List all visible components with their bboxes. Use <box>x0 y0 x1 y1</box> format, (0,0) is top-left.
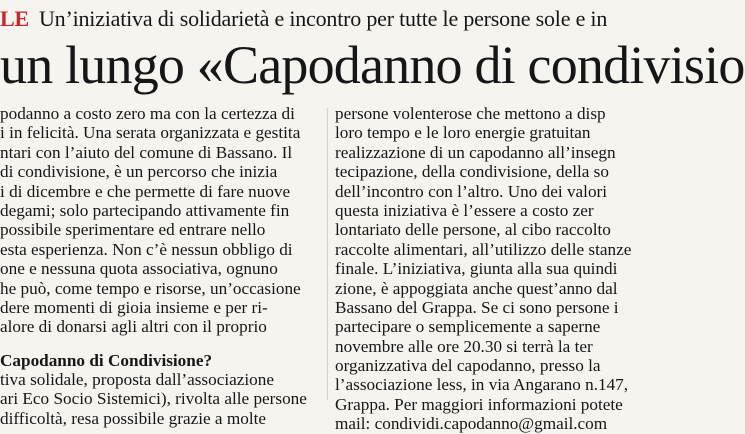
text-line: novembre alle ore 20.30 si terrà la ter <box>335 336 593 356</box>
column-divider <box>327 108 328 400</box>
text-line: lontariato delle persone, al cibo raccolto <box>335 220 611 240</box>
text-line: tiva solidale, proposta dall’associazione <box>0 370 274 390</box>
text-line: ntari con l’aiuto del comune di Bassano. Il <box>0 142 293 162</box>
text-line: raccolte alimentari, all’utilizzo delle stanze <box>335 239 632 259</box>
text-line: possibile sperimentare ed entrare nello <box>0 220 266 240</box>
text-line: finale. L’iniziativa, giunta alla sua quindi <box>335 259 618 279</box>
section-tag: LE <box>0 6 29 31</box>
text-line: loro tempo e le loro energie gratuitan <box>335 123 591 143</box>
section-question: Capodanno di Condivisione? <box>0 350 213 370</box>
text-line: esta esperienza. Non c’è nessun obbligo di <box>0 239 293 259</box>
article-column-left <box>0 104 320 428</box>
text-line: partecipare o semplicemente a saperne <box>335 317 601 337</box>
text-line: Bassano del Grappa. Se ci sono persone i <box>335 297 619 317</box>
text-line: difficoltà, resa possibile grazie a molte <box>0 408 266 428</box>
article-kicker <box>0 6 640 32</box>
text-line: i di dicembre e che permette di fare nuove <box>0 181 291 201</box>
text-line: tecipazione, della condivisione, della so <box>335 162 609 182</box>
text-line: realizzazione di un capodanno all’insegn <box>335 142 616 162</box>
text-line: ari Eco Socio Sistemici), rivolta alle persone <box>0 389 307 409</box>
text-line: l’associazione less, in via Angarano n.147, <box>335 375 629 395</box>
text-line: degami; solo partecipando attivamente fin <box>0 200 290 220</box>
text-line: dere momenti di gioia insieme e per ri- <box>0 297 268 317</box>
text-line: dell’incontro con l’altro. Uno dei valori <box>335 181 608 201</box>
text-line: i in felicità. Una serata organizzata e gestita <box>0 123 301 143</box>
article-column-right <box>335 104 640 434</box>
text-line: he può, come tempo e risorse, un’occasione <box>0 278 301 298</box>
text-line: zione, è appoggiata anche quest’anno dal <box>335 278 618 298</box>
text-line: organizzativa del capodanno, presso la <box>335 356 601 376</box>
text-line: podanno a costo zero ma con la certezza di <box>0 104 295 123</box>
text-line: Grappa. Per maggiori informazioni potete <box>335 394 623 414</box>
article-subtitle: Un’iniziativa di solidarietà e incontro per tutte le persone sole e in <box>38 6 608 31</box>
article-headline: un lungo «Capodanno di condivisio <box>0 35 745 95</box>
text-line: persone volenterose che mettono a disp <box>335 104 606 123</box>
text-line: alore di donarsi agli altri con il proprio <box>0 317 267 337</box>
text-line: questa iniziativa è l’essere a costo zer <box>335 200 594 220</box>
text-line: one e nessuna quota associativa, ognuno <box>0 259 278 279</box>
email-line: mail: condividi.capodanno@gmail.com <box>335 414 608 434</box>
text-line: di condivisione, è un percorso che inizia <box>0 162 278 182</box>
